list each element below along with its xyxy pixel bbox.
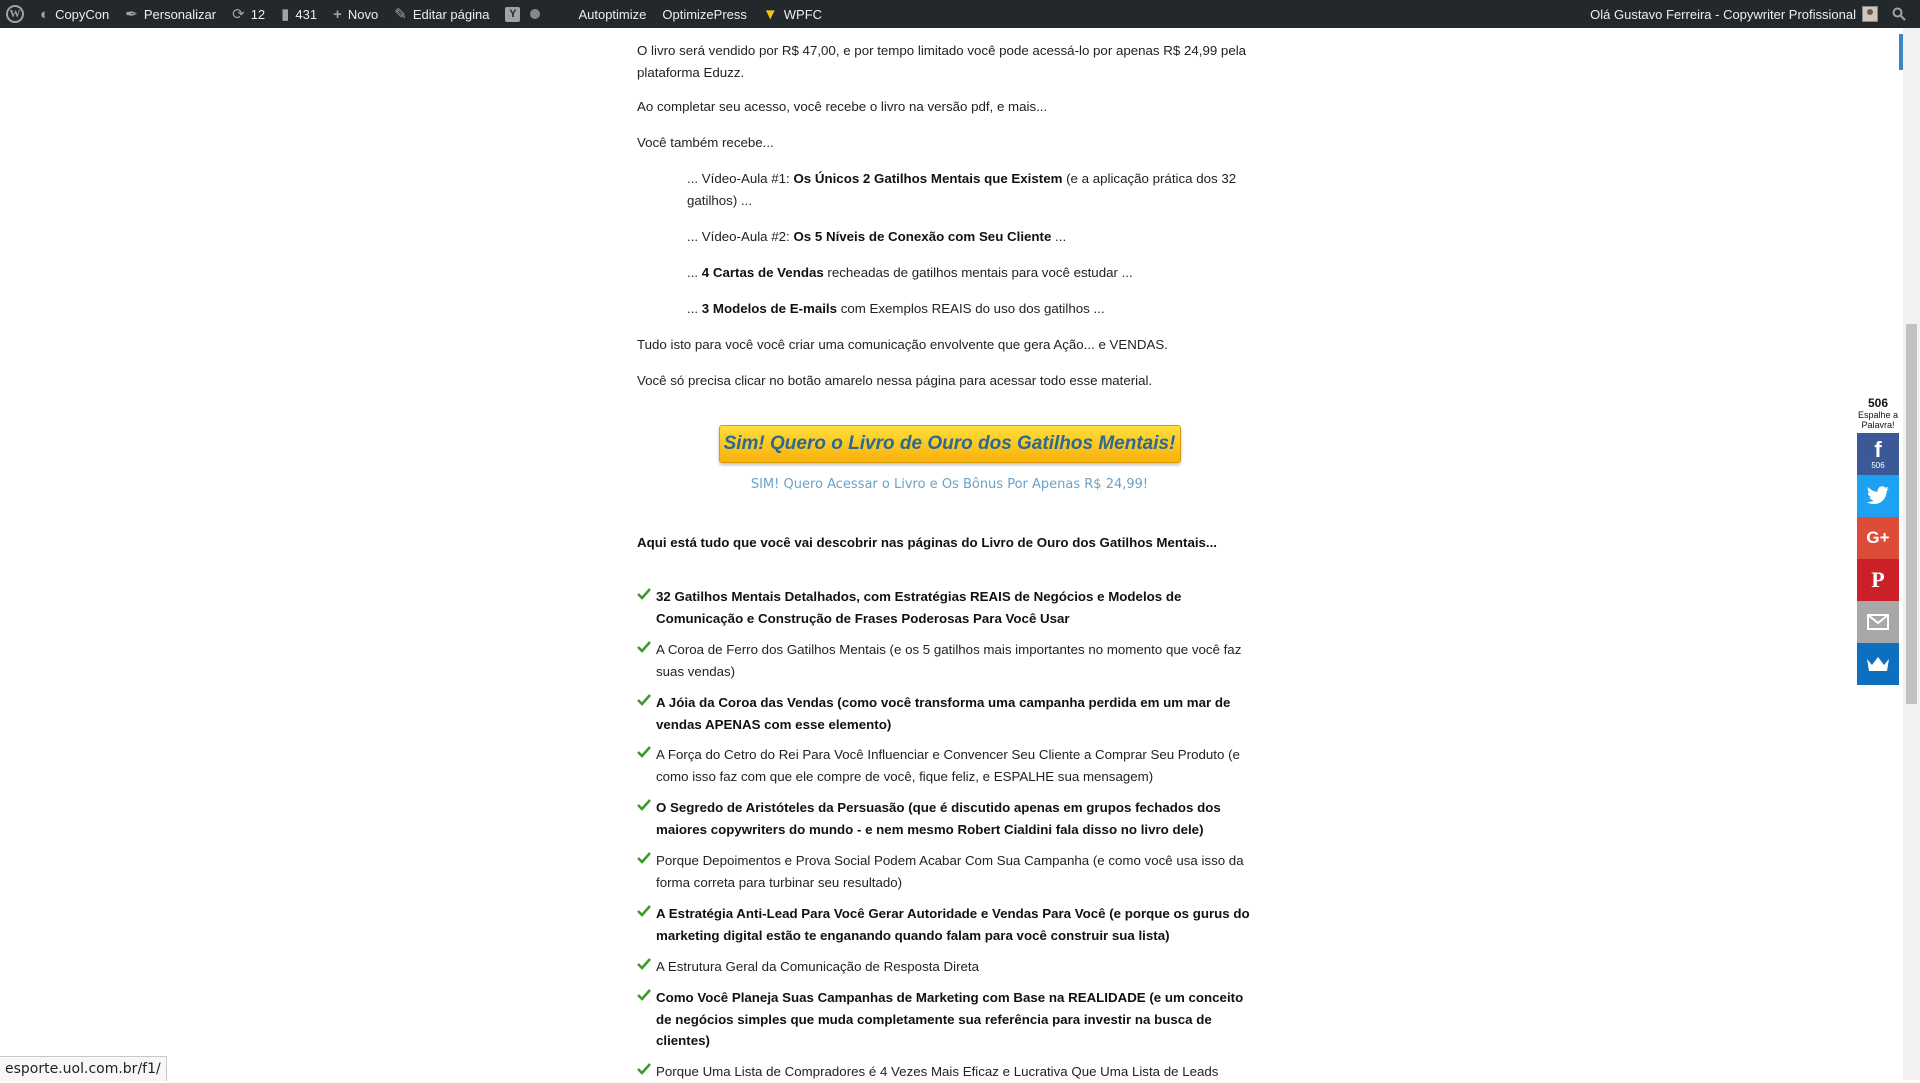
- checkmark-icon: [637, 588, 651, 600]
- twitter-share-button[interactable]: [1857, 475, 1899, 517]
- list-item: Porque Depoimentos e Prova Social Podem Acabar Com Sua Campanha (e como você usa isso da forma correta para turbinar seu resultado): [637, 850, 1262, 893]
- plus-icon: +: [333, 5, 342, 23]
- new-content-menu[interactable]: [325, 0, 386, 28]
- list-item: O Segredo de Aristóteles da Persuasão (que é discutido apenas em grupos fechados dos maiores copywriters do mundo - e nem mesmo Robert Cialdini fala disso no livro dele): [637, 797, 1262, 840]
- list-item: A Estrutura Geral da Comunicação de Resposta Direta: [637, 956, 1262, 978]
- admin-search[interactable]: [1886, 0, 1920, 28]
- share-total-count: 506: [1867, 396, 1889, 410]
- link-status-bar: esporte.uol.com.br/f1/: [0, 1056, 167, 1081]
- checkmark-icon: [637, 989, 651, 1001]
- checkmark-icon: [637, 852, 651, 864]
- avatar: [1862, 6, 1878, 22]
- social-share-bar: [1857, 397, 1899, 685]
- paintbrush-icon: ✒: [125, 5, 138, 23]
- seo-score-dot-icon: [530, 9, 540, 19]
- list-item: Porque Uma Lista de Compradores é 4 Vezes Mais Eficaz e Lucrativa Que Uma Lista de Leads: [637, 1061, 1262, 1083]
- facebook-icon: f: [1874, 436, 1882, 462]
- list-item: A Jóia da Coroa das Vendas (como você transforma uma campanha perdida em um mar de vendas APENAS com esse elemento): [637, 692, 1262, 735]
- wordpress-logo-icon: W: [6, 5, 24, 23]
- bonus-item-2: ... Vídeo-Aula #2: Os 5 Níveis de Conexão com Seu Cliente ...: [687, 229, 1067, 244]
- dashboard-icon: ◐: [40, 5, 50, 23]
- twitter-bird-icon: [1866, 486, 1890, 506]
- my-account-menu[interactable]: [1582, 0, 1886, 28]
- bonus-item-3: ... 4 Cartas de Vendas recheadas de gatilhos mentais para você estudar ...: [687, 265, 1133, 280]
- summary-paragraph: Tudo isto para você você criar uma comunicação envolvente que gera Ação... e VENDAS.: [637, 337, 1168, 352]
- scrollbar-thumb[interactable]: [1906, 324, 1917, 704]
- new-label: Novo: [347, 6, 379, 22]
- section-heading: Aqui está tudo que você vai descobrir nas páginas do Livro de Ouro dos Gatilhos Mentais...: [637, 535, 1218, 550]
- buy-book-button[interactable]: Sim! Quero o Livro de Ouro dos Gatilhos Mentais!: [719, 425, 1181, 463]
- list-item: 32 Gatilhos Mentais Detalhados, com Estratégias REAIS de Negócios e Modelos de Comunicação e Construção de Frases Poderosas Para Você Usar: [637, 586, 1262, 629]
- sumome-share-button[interactable]: [1857, 643, 1899, 685]
- wordpress-logo-menu[interactable]: [0, 0, 32, 28]
- list-item: A Força do Cetro do Rei Para Você Influenciar e Convencer Seu Cliente a Comprar Seu Produto (e como isso faz com que ele compre de você, fique feliz, e ESPALHE sua mensagem): [637, 744, 1262, 787]
- checkmark-icon: [637, 641, 651, 653]
- facebook-share-button[interactable]: [1857, 433, 1899, 475]
- yoast-icon: Y: [505, 7, 520, 22]
- updates-link[interactable]: [224, 0, 273, 28]
- access-paragraph: Ao completar seu acesso, você recebe o livro na versão pdf, e mais...: [637, 99, 1048, 114]
- pinterest-share-button[interactable]: [1857, 559, 1899, 601]
- list-item: A Estratégia Anti-Lead Para Você Gerar Autoridade e Vendas Para Você (e porque os gurus do marketing digital estão te enganando quando falam para você construir sua lista): [637, 903, 1262, 946]
- googleplus-share-button[interactable]: [1857, 517, 1899, 559]
- updates-icon: ⟳: [232, 5, 245, 23]
- facebook-share-count: 506: [1871, 460, 1885, 470]
- checkmark-icon: [637, 694, 651, 706]
- search-icon: [1892, 7, 1906, 21]
- cta-container: [637, 425, 1262, 463]
- crown-icon: [1866, 656, 1890, 672]
- wp-admin-bar: [0, 0, 1920, 28]
- bonus-intro: Você também recebe...: [637, 135, 774, 150]
- customize-link[interactable]: [117, 0, 224, 28]
- comments-link[interactable]: [273, 0, 325, 28]
- checkmark-icon: [637, 958, 651, 970]
- email-share-button[interactable]: [1857, 601, 1899, 643]
- pinterest-icon: P: [1871, 567, 1885, 592]
- autoptimize-menu[interactable]: [570, 0, 654, 28]
- share-caption: Espalhe a Palavra!: [1857, 410, 1899, 430]
- autoptimize-label: Autoptimize: [578, 6, 647, 22]
- buy-bonus-link[interactable]: SIM! Quero Acessar o Livro e Os Bônus Por Apenas R$ 24,99!: [750, 477, 1149, 492]
- site-name: CopyCon: [55, 6, 110, 22]
- bonus-item-1: ... Vídeo-Aula #1: Os Únicos 2 Gatilhos Mentais que Existem (e a aplicação prática dos 32 gatilhos) ...: [687, 171, 1237, 208]
- optimizepress-label: OptimizePress: [662, 6, 747, 22]
- bonus-item-4: ... 3 Modelos de E-mails com Exemplos REAIS do uso dos gatilhos ...: [687, 301, 1105, 316]
- site-name-menu[interactable]: [32, 0, 117, 28]
- edit-page-label: Editar página: [412, 6, 490, 22]
- updates-count: 12: [250, 6, 266, 22]
- list-item: Como Você Planeja Suas Campanhas de Marketing com Base na REALIDADE (e um conceito de negócios simples que muda completamente sua referência para investir na busca de clientes): [637, 987, 1262, 1052]
- optimizepress-menu[interactable]: [654, 0, 755, 28]
- envelope-icon: [1867, 614, 1889, 630]
- checkmark-icon: [637, 799, 651, 811]
- wpfc-menu[interactable]: [755, 0, 830, 28]
- yoast-seo-menu[interactable]: [497, 0, 548, 28]
- edit-page-link[interactable]: [386, 0, 497, 28]
- customize-label: Personalizar: [143, 6, 217, 22]
- wpfc-label: WPFC: [783, 6, 823, 22]
- checkmark-icon: [637, 746, 651, 758]
- instruction-paragraph: Você só precisa clicar no botão amarelo nessa página para acessar todo esse material.: [637, 373, 1153, 388]
- checkmark-icon: [637, 1063, 651, 1075]
- vertical-scrollbar[interactable]: [1903, 28, 1920, 1080]
- wpfc-shield-icon: ▼: [762, 5, 778, 23]
- pencil-icon: ✎: [394, 5, 407, 23]
- google-plus-icon: G+: [1866, 528, 1890, 547]
- price-paragraph: O livro será vendido por R$ 47,00, e por tempo limitado você pode acessá-lo por apenas R$ 24,99 pela plataforma Eduzz.: [637, 43, 1247, 80]
- comment-bubble-icon: ▮: [281, 5, 290, 23]
- list-item: A Coroa de Ferro dos Gatilhos Mentais (e os 5 gatilhos mais importantes no momento que você faz suas vendas): [637, 639, 1262, 682]
- account-greeting: Olá Gustavo Ferreira - Copywriter Profissional: [1590, 6, 1856, 22]
- comments-count: 431: [295, 6, 318, 22]
- checkmark-icon: [637, 905, 651, 917]
